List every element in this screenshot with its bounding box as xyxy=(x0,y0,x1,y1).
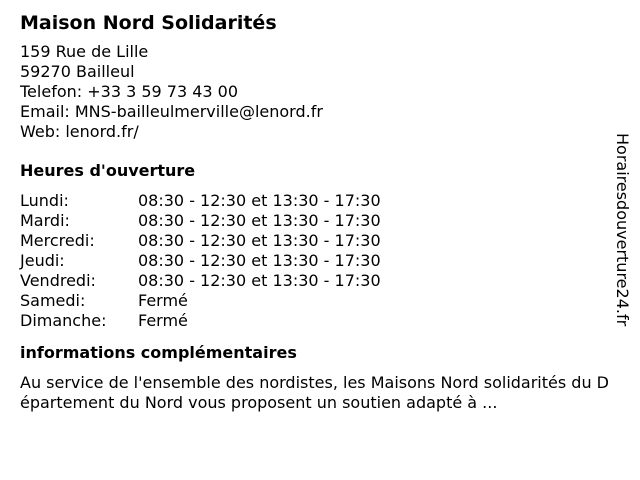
address-block xyxy=(20,42,610,142)
hours-row-sunday xyxy=(20,311,610,331)
hours-heading: Heures d'ouverture xyxy=(20,161,196,180)
day-label: Samedi: xyxy=(20,291,86,310)
hours-row-saturday xyxy=(20,291,610,311)
day-hours: 08:30 - 12:30 et 13:30 - 17:30 xyxy=(138,251,381,270)
day-label: Mercredi: xyxy=(20,231,95,250)
hours-row-thursday xyxy=(20,251,610,271)
day-label: Jeudi: xyxy=(20,251,65,270)
day-hours: 08:30 - 12:30 et 13:30 - 17:30 xyxy=(138,271,381,290)
day-hours: Fermé xyxy=(138,311,188,330)
hours-row-tuesday xyxy=(20,211,610,231)
day-hours: 08:30 - 12:30 et 13:30 - 17:30 xyxy=(138,191,381,210)
opening-hours-card xyxy=(20,11,610,413)
brand-text: Horairesdouverture24.fr xyxy=(613,133,632,327)
hours-row-monday xyxy=(20,191,610,211)
day-hours: Fermé xyxy=(138,291,188,310)
day-label: Mardi: xyxy=(20,211,70,230)
street-line: 159 Rue de Lille xyxy=(20,42,149,61)
city-line: 59270 Bailleul xyxy=(20,62,135,81)
extra-info-heading: informations complémentaires xyxy=(20,343,297,362)
place-title: Maison Nord Solidarités xyxy=(20,12,277,34)
day-label: Lundi: xyxy=(20,191,69,210)
day-label: Vendredi: xyxy=(20,271,96,290)
day-label: Dimanche: xyxy=(20,311,107,330)
day-hours: 08:30 - 12:30 et 13:30 - 17:30 xyxy=(138,231,381,250)
web-line: Web: lenord.fr/ xyxy=(20,122,139,141)
phone-line: Telefon: +33 3 59 73 43 00 xyxy=(20,82,239,101)
hours-table xyxy=(20,191,610,331)
hours-row-wednesday xyxy=(20,231,610,251)
email-line: Email: MNS-bailleulmerville@lenord.fr xyxy=(20,102,323,121)
hours-row-friday xyxy=(20,271,610,291)
extra-info-text: Au service de l'ensemble des nordistes, les Maisons Nord solidarités du Département du Nord vous proposent un soutien adapté à ... xyxy=(20,373,609,412)
brand-watermark xyxy=(612,133,632,343)
day-hours: 08:30 - 12:30 et 13:30 - 17:30 xyxy=(138,211,381,230)
